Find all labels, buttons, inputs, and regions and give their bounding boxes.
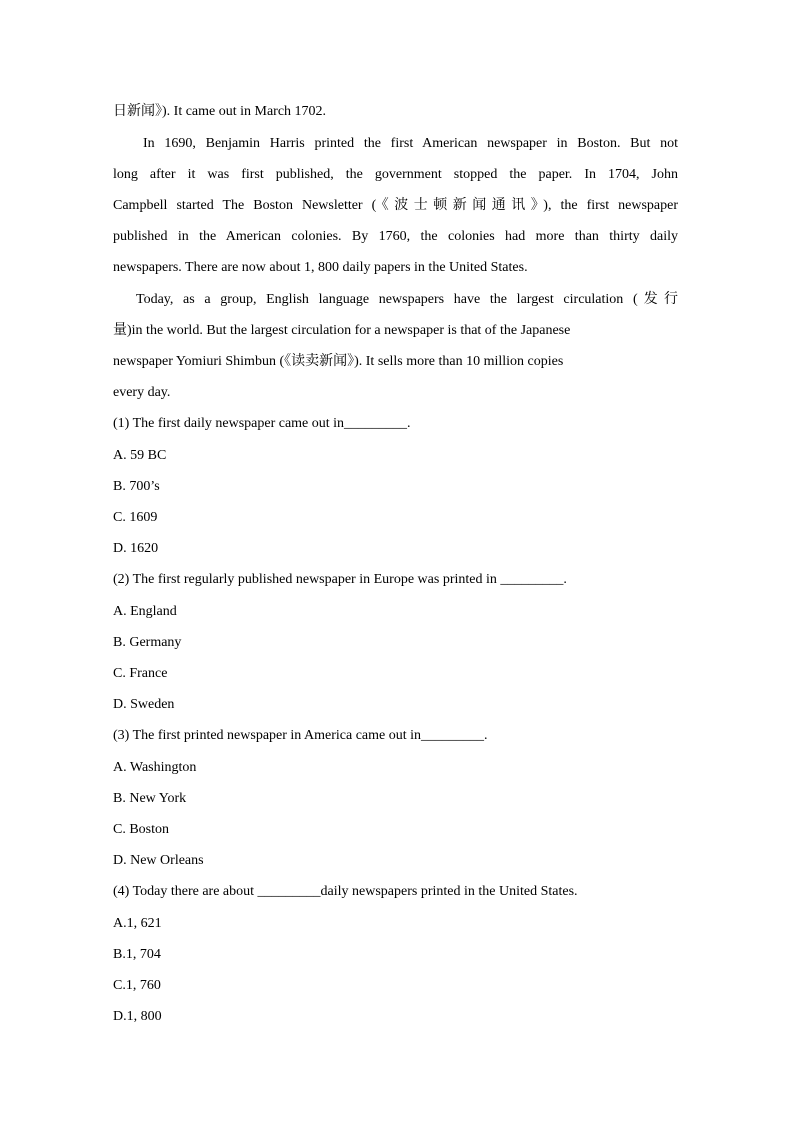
passage-line: Campbell started The Boston Newsletter (《波士顿新闻通讯》), the first newspaper (113, 198, 678, 213)
passage-line: every day. (113, 385, 171, 400)
answer-option: B. 700’s (113, 479, 160, 494)
passage-line: newspapers. There are now about 1, 800 daily papers in the United States. (113, 260, 528, 275)
passage-line: newspaper Yomiuri Shimbun (《读卖新闻》). It sells more than 10 million copies (113, 354, 564, 369)
answer-option: D.1, 800 (113, 1009, 162, 1024)
answer-option: B. Germany (113, 635, 182, 650)
answer-option: A. England (113, 604, 177, 619)
answer-option: B. New York (113, 791, 187, 806)
answer-option: C. 1609 (113, 510, 158, 525)
answer-option: D. 1620 (113, 541, 159, 556)
passage-line: In 1690, Benjamin Harris printed the first American newspaper in Boston. But not (143, 136, 678, 151)
answer-option: B.1, 704 (113, 947, 161, 962)
answer-option: D. New Orleans (113, 853, 204, 868)
answer-option: C. France (113, 666, 168, 681)
answer-option: A. 59 BC (113, 448, 167, 463)
answer-option: D. Sweden (113, 697, 175, 712)
passage-line: long after it was first published, the government stopped the paper. In 1704, John (113, 167, 678, 182)
passage-line: published in the American colonies. By 1760, the colonies had more than thirty daily (113, 229, 678, 244)
question-stem: (3) The first printed newspaper in America came out in_________. (113, 728, 488, 743)
passage-line: 量)in the world. But the largest circulation for a newspaper is that of the Japanese (113, 323, 571, 338)
answer-option: C.1, 760 (113, 978, 161, 993)
passage-line: 日新闻》). It came out in March 1702. (113, 104, 327, 119)
question-stem: (4) Today there are about _________daily newspapers printed in the United States. (113, 884, 578, 899)
passage-line: Today, as a group, English language newspapers have the largest circulation (发行 (136, 292, 678, 307)
question-stem: (1) The first daily newspaper came out in_________. (113, 416, 411, 431)
question-stem: (2) The first regularly published newspaper in Europe was printed in _________. (113, 572, 567, 587)
answer-option: A.1, 621 (113, 916, 162, 931)
answer-option: C. Boston (113, 822, 170, 837)
answer-option: A. Washington (113, 760, 197, 775)
